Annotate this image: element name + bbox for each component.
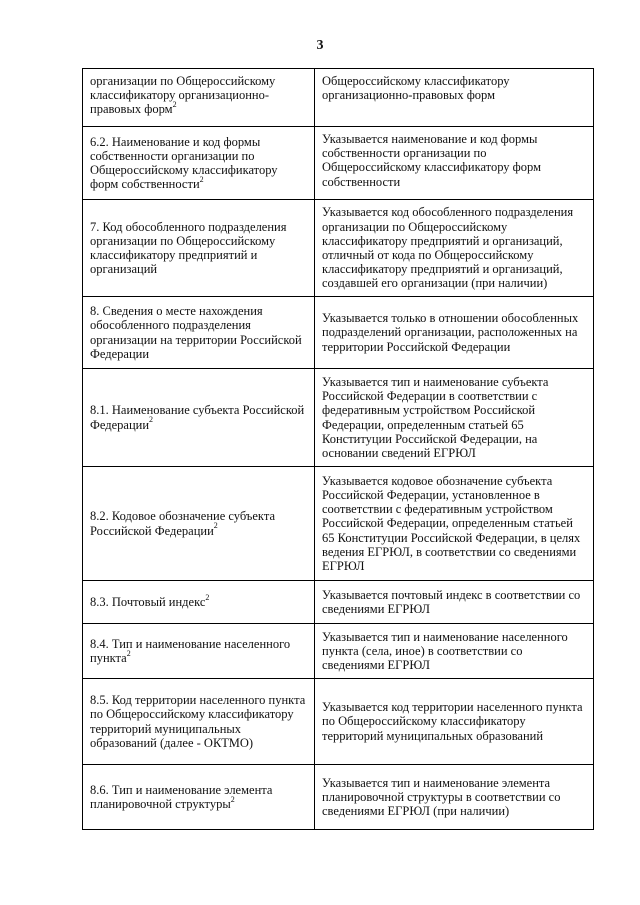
table-row <box>83 127 594 200</box>
field-name: 8.6. Тип и наименование элемента планировочной структуры <box>90 782 273 811</box>
table-row <box>83 679 594 765</box>
field-name-cell <box>83 69 315 127</box>
field-description-cell <box>315 624 594 679</box>
field-description-cell <box>315 581 594 624</box>
table-row <box>83 200 594 297</box>
footnote-ref: 2 <box>230 794 235 804</box>
field-name: 7. Код обособленного подразделения организации по Общероссийскому классификатору предприятий и организаций <box>90 219 287 277</box>
field-description: Указывается кодовое обозначение субъекта Российской Федерации, установленное в соответствии с федеративным устройством Российской Федерации, определенным статьей 65 Конституции Российской Федерации, в целях ведения ЕГРЮЛ, в соответствии со сведениями ЕГРЮЛ <box>322 473 581 573</box>
page-number: 3 <box>316 38 324 53</box>
field-name: 6.2. Наименование и код формы собственности организации по Общероссийскому классификатору форм собственности <box>90 134 278 192</box>
table-row <box>83 581 594 624</box>
field-name: 8. Сведения о месте нахождения обособленного подразделения организации на территории Российской Федерации <box>90 304 302 361</box>
field-description: Указывается почтовый индекс в соответствии со сведениями ЕГРЮЛ <box>322 587 581 616</box>
footnote-ref: 2 <box>199 175 204 185</box>
field-name-cell <box>83 581 315 624</box>
footnote-ref: 2 <box>205 592 210 602</box>
field-name: 8.1. Наименование субъекта Российской Федерации <box>90 403 305 432</box>
footnote-ref: 2 <box>149 415 154 425</box>
field-name-cell <box>83 200 315 297</box>
field-name-cell <box>83 127 315 200</box>
field-description-cell <box>315 69 594 127</box>
field-description: Указывается только в отношении обособленных подразделений организации, расположенных на территории Российской Федерации <box>322 311 579 354</box>
field-description: Указывается код обособленного подразделения организации по Общероссийскому классификатору предприятий и организаций, отличный от кода по Общероссийскому классификатору предприятий и организаций, создавшей его организации (при наличии) <box>322 205 574 291</box>
field-name-cell <box>83 467 315 581</box>
field-description: Общероссийскому классификатору организационно-правовых форм <box>322 74 510 103</box>
footnote-ref: 2 <box>213 521 218 531</box>
field-name-cell <box>83 765 315 830</box>
field-description: Указывается тип и наименование элемента планировочной структуры в соответствии со сведениями ЕГРЮЛ (при наличии) <box>322 775 561 819</box>
field-name-cell <box>83 297 315 369</box>
field-description-cell <box>315 127 594 200</box>
table-row <box>83 69 594 127</box>
field-name: 8.4. Тип и наименование населенного пункта <box>90 636 291 665</box>
field-name: 8.3. Почтовый индекс <box>90 594 206 609</box>
field-name: организации по Общероссийскому классификатору организационно-правовых форм <box>90 74 276 117</box>
field-description-cell <box>315 297 594 369</box>
field-name-cell <box>83 679 315 765</box>
table-row <box>83 624 594 679</box>
table-row <box>83 765 594 830</box>
field-name: 8.5. Код территории населенного пункта по Общероссийскому классификатору территорий муниципальных образований (далее - ОКТМО) <box>90 693 306 750</box>
table-row <box>83 467 594 581</box>
field-description-cell <box>315 679 594 765</box>
table-row <box>83 297 594 369</box>
field-description-cell <box>315 765 594 830</box>
requisites-table <box>82 68 594 830</box>
field-description-cell <box>315 467 594 581</box>
field-name: 8.2. Кодовое обозначение субъекта Российской Федерации <box>90 509 276 538</box>
field-name-cell <box>83 369 315 467</box>
footnote-ref: 2 <box>126 648 131 658</box>
field-description: Указывается наименование и код формы собственности организации по Общероссийскому классификатору форм собственности <box>322 132 542 189</box>
field-description: Указывается тип и наименование населенного пункта (села, иное) в соответствии со сведениями ЕГРЮЛ <box>322 629 568 673</box>
field-name-cell <box>83 624 315 679</box>
field-description-cell <box>315 200 594 297</box>
field-description-cell <box>315 369 594 467</box>
footnote-ref: 2 <box>172 100 177 110</box>
field-description: Указывается тип и наименование субъекта Российской Федерации в соответствии с федеративным устройством Российской Федерации, определенным статьей 65 Конституции Российской Федерации, на основании сведений ЕГРЮЛ <box>322 374 549 460</box>
table-row <box>83 369 594 467</box>
field-description: Указывается код территории населенного пункта по Общероссийскому классификатору территорий муниципальных образований <box>322 700 583 743</box>
